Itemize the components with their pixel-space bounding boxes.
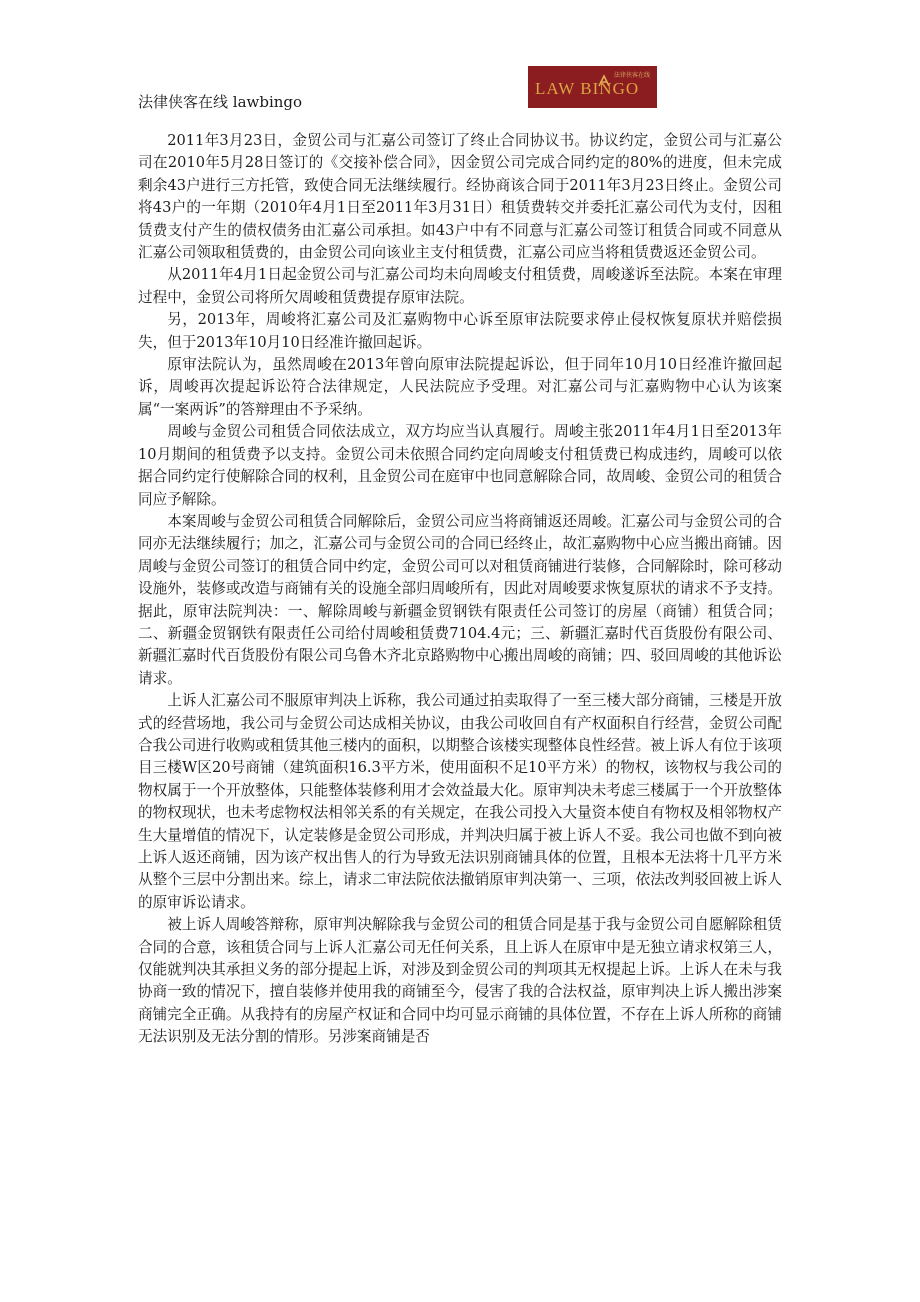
logo-text: LAW BINGO <box>535 79 640 98</box>
paragraph-judgment: 本案周峻与金贸公司租赁合同解除后，金贸公司应当将商铺返还周峻。汇嘉公司与金贸公司的合同亦无法继续履行；加之，汇嘉公司与金贸公司的合同已经终止，故汇嘉购物中心应当搬出商铺。因周峻与金贸公司签订的租赁合同中约定，金贸公司可以对租赁商铺进行装修，合同解除时，除可移动设施外，装修或改造与商铺有关的设施全部归周峻所有，因此对周峻要求恢复原状的请求不予支持。据此，原审法院判决：一、解除周峻与新疆金贸钢铁有限责任公司签订的房屋（商铺）租赁合同；二、新疆金贸钢铁有限责任公司给付周峻租赁费7104.4元；三、新疆汇嘉时代百货股份有限公司、新疆汇嘉时代百货股份有限公司乌鲁木齐北京路购物中心搬出周峻的商铺；四、驳回周峻的其他诉讼请求。 <box>138 512 782 687</box>
paragraph-2013-suit: 另，2013年，周峻将汇嘉公司及汇嘉购物中心诉至原审法院要求停止侵权恢复原状并赔偿损失，但于2013年10月10日经准许撤回起诉。 <box>138 311 782 351</box>
lawbingo-logo <box>528 66 657 108</box>
site-name: 法律侠客在线 lawbingo <box>138 93 303 111</box>
paragraph-court-opinion: 原审法院认为，虽然周峻在2013年曾向原审法院提起诉讼，但于同年10月10日经准许撤回起诉，周峻再次提起诉讼符合法律规定，人民法院应予受理。对汇嘉公司与汇嘉购物中心认为该案属“一案两诉”的答辩理由不予采纳。 <box>138 356 782 418</box>
logo-subtitle: 法律侠客在线 <box>614 72 651 79</box>
document-body <box>138 130 782 1049</box>
paragraph-termination-agreement: 2011年3月23日，金贸公司与汇嘉公司签订了终止合同协议书。协议约定，金贸公司与汇嘉公司在2010年5月28日签订的《交接补偿合同》，因金贸公司完成合同约定的80%的进度，但未完成剩余43户进行三方托管，致使合同无法继续履行。经协商该合同于2011年3月23日终止。金贸公司将43户的一年期（2010年4月1日至2011年3月31日）租赁费转交并委托汇嘉公司代为支付，因租赁费支付产生的债权债务由汇嘉公司承担。如43户中有不同意与汇嘉公司签订租赁合同或不同意从汇嘉公司领取租赁费的，由金贸公司向该业主支付租赁费，汇嘉公司应当将租赁费返还金贸公司。 <box>138 132 782 262</box>
paragraph-rent-unpaid: 从2011年4月1日起金贸公司与汇嘉公司均未向周峻支付租赁费，周峻遂诉至法院。本案在审理过程中，金贸公司将所欠周峻租赁费提存原审法院。 <box>138 266 782 306</box>
page-header <box>0 0 920 120</box>
paragraph-appellant-claim: 上诉人汇嘉公司不服原审判决上诉称，我公司通过拍卖取得了一至三楼大部分商铺，三楼是开放式的经营场地，我公司与金贸公司达成相关协议，由我公司收回自有产权面积自行经营，金贸公司配合我公司进行收购或租赁其他三楼内的面积，以期整合该楼实现整体良性经营。被上诉人有位于该项目三楼W区20号商铺（建筑面积16.3平方米，使用面积不足10平方米）的物权，该物权与我公司的物权属于一个开放整体，只能整体装修利用才会效益最大化。原审判决未考虑三楼属于一个开放整体的物权现状，也未考虑物权法相邻关系的有关规定，在我公司投入大量资本使自有物权及相邻物权产生大量增值的情况下，认定装修是金贸公司形成，并判决归属于被上诉人不妥。我公司也做不到向被上诉人返还商铺，因为该产权出售人的行为导致无法识别商铺具体的位置，且根本无法将十几平方米从整个三层中分割出来。综上，请求二审法院依法撤销原审判决第一、三项，依法改判驳回被上诉人的原审诉讼请求。 <box>138 692 782 911</box>
paragraph-appellee-defense: 被上诉人周峻答辩称，原审判决解除我与金贸公司的租赁合同是基于我与金贸公司自愿解除租赁合同的合意，该租赁合同与上诉人汇嘉公司无任何关系，且上诉人在原审中是无独立请求权第三人，仅能就判决其承担义务的部分提起上诉，对涉及到金贸公司的判项其无权提起上诉。上诉人在未与我协商一致的情况下，擅自装修并使用我的商铺至今，侵害了我的合法权益，原审判决上诉人搬出涉案商铺完全正确。从我持有的房屋产权证和合同中均可显示商铺的具体位置，不存在上诉人所称的商铺无法识别及无法分割的情形。另涉案商铺是否 <box>138 916 782 1046</box>
paragraph-lease-contract: 周峻与金贸公司租赁合同依法成立，双方均应当认真履行。周峻主张2011年4月1日至2013年10月期间的租赁费予以支持。金贸公司未依照合同约定向周峻支付租赁费已构成违约，周峻可以依据合同约定行使解除合同的权利，且金贸公司在庭审中也同意解除合同，故周峻、金贸公司的租赁合同应予解除。 <box>138 423 782 508</box>
